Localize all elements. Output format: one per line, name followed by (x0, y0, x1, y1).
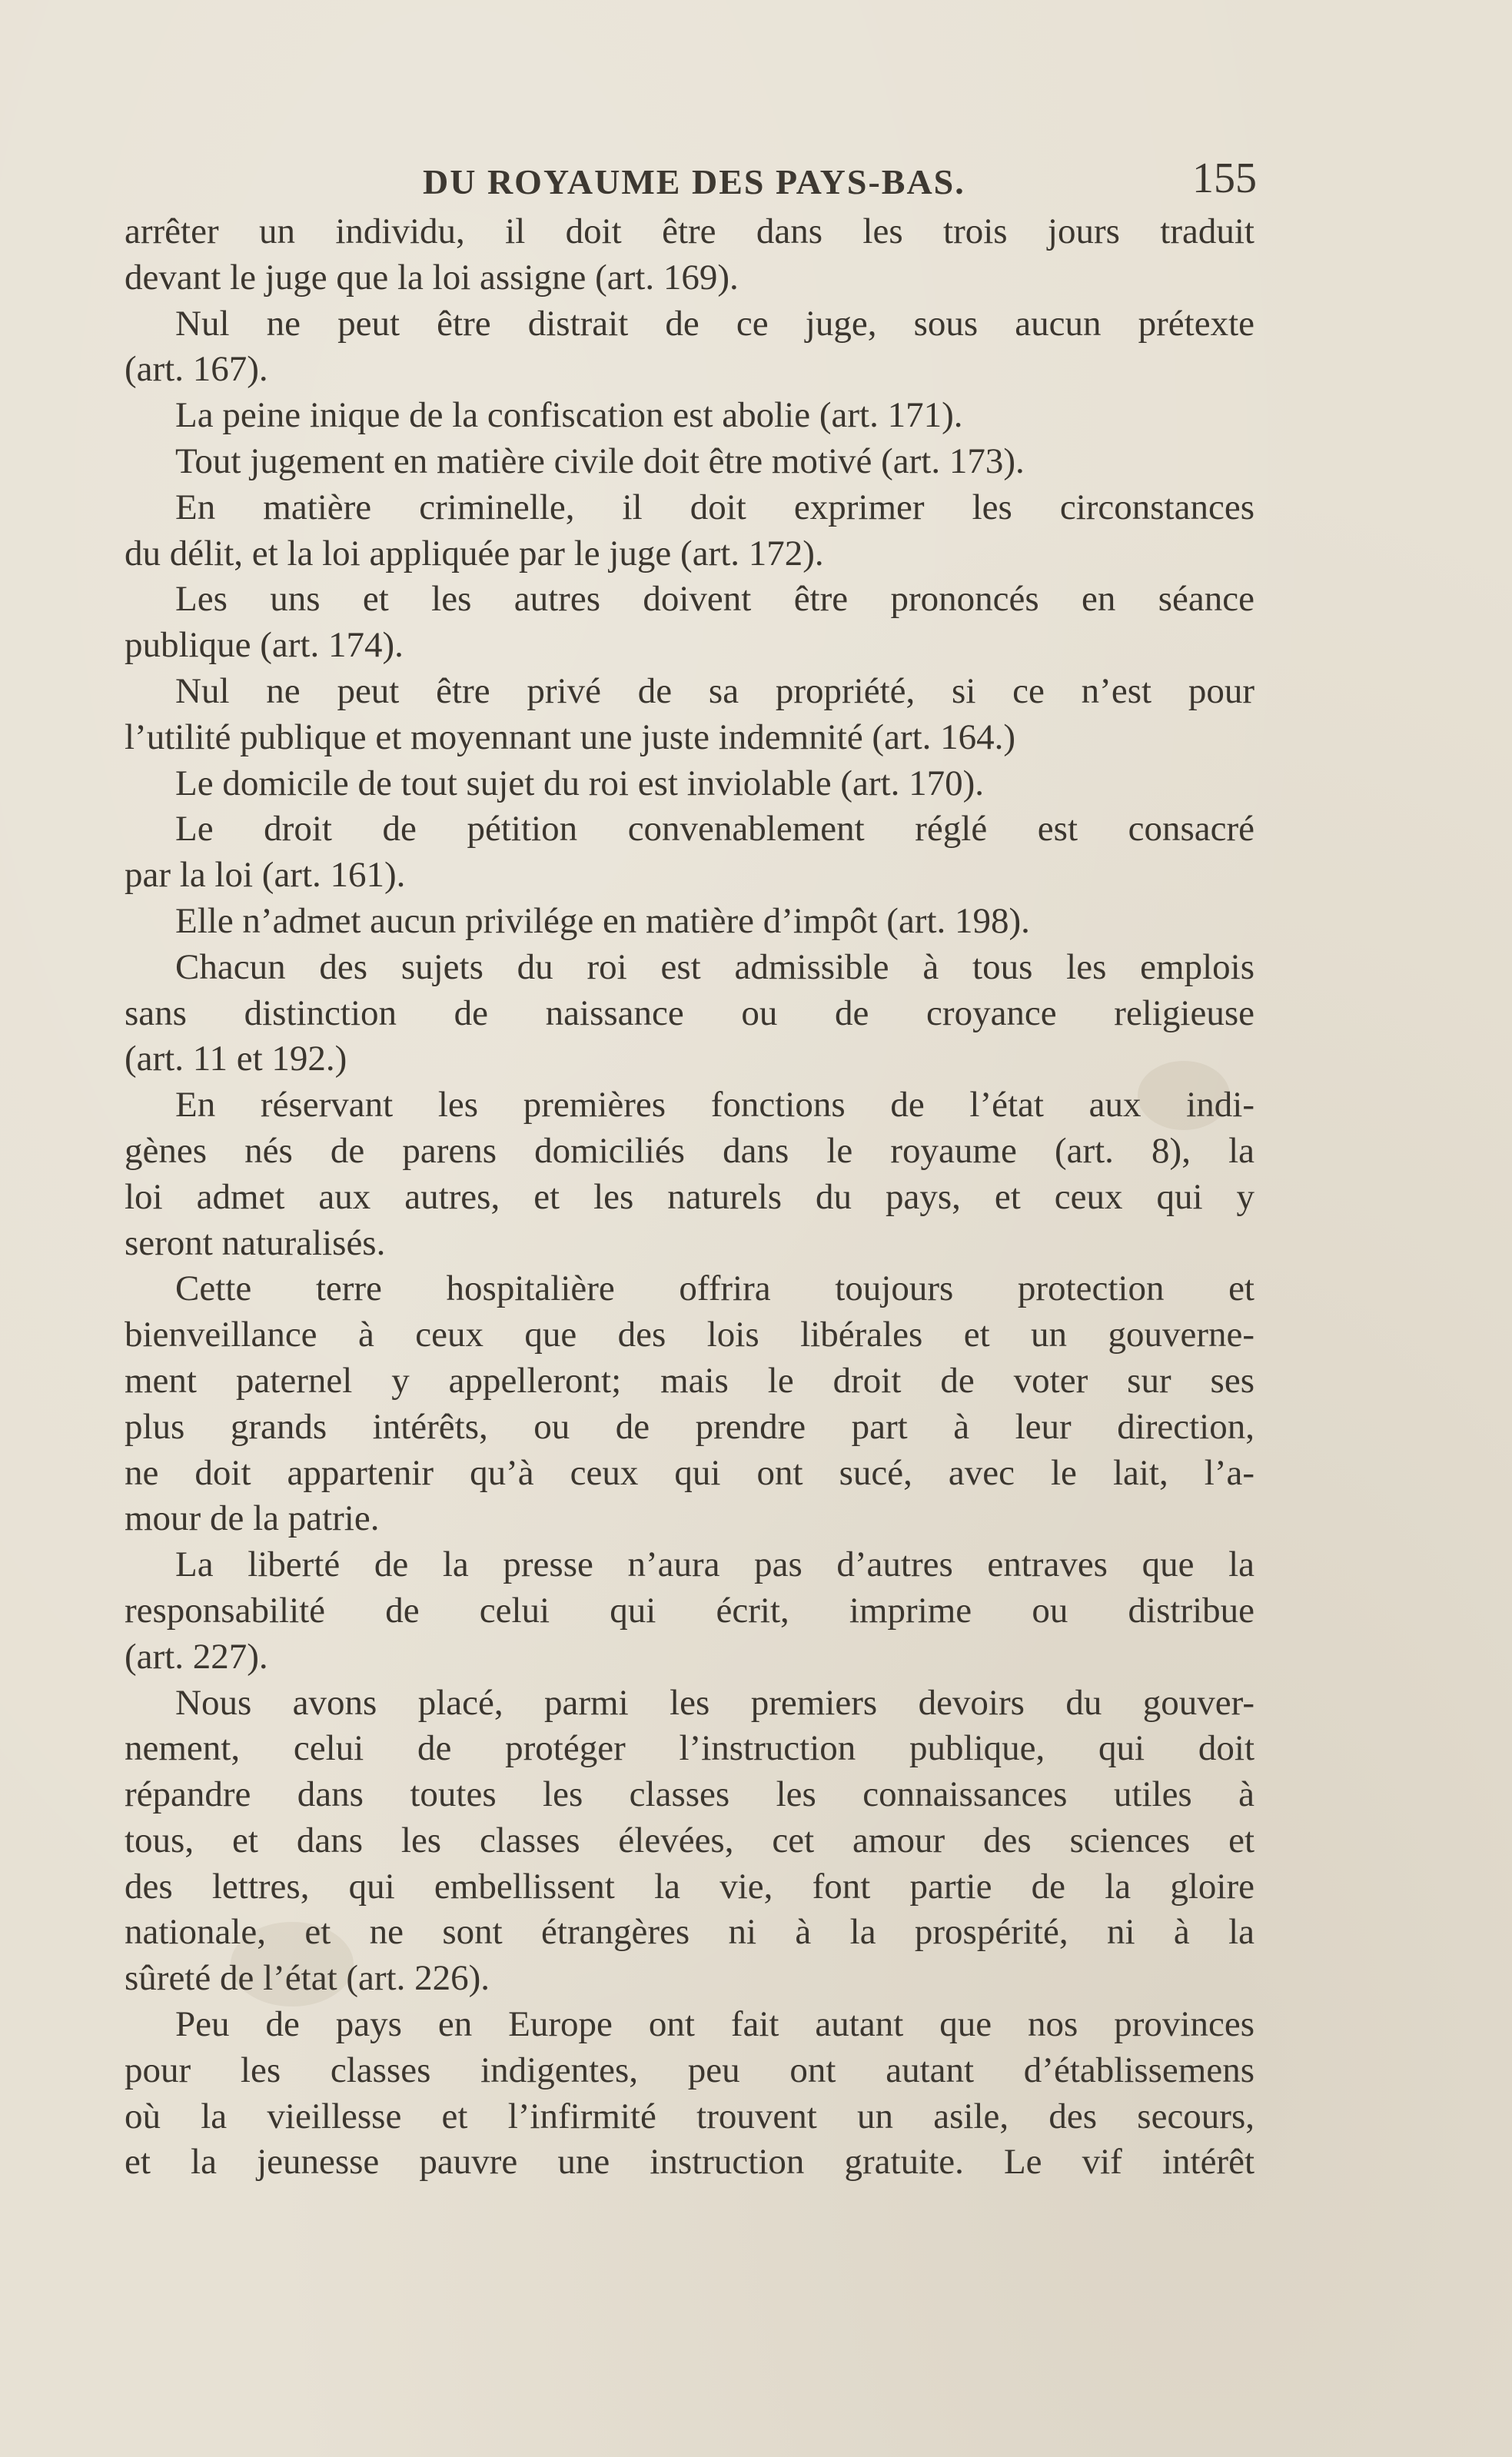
text-line: Le domicile de tout sujet du roi est inviolable (art. 170). (175, 763, 985, 803)
text-line: gènes nés de parens domiciliés dans le royaume (art. 8), la (125, 1130, 1254, 1171)
text-line: seront naturalisés. (125, 1222, 386, 1263)
text-line: sans distinction de naissance ou de croyance religieuse (125, 992, 1254, 1033)
text-line: (art. 11 et 192.) (125, 1039, 347, 1079)
text-line: Peu de pays en Europe ont fait autant que nos provinces (175, 2004, 1254, 2045)
text-line: nationale, et ne sont étrangères ni à la prospérité, ni à la (125, 1912, 1254, 1953)
text-line: arrêter un individu, il doit être dans les trois jours traduit (125, 211, 1254, 251)
page-number: 155 (1192, 155, 1257, 202)
text-line: Tout jugement en matière civile doit être motivé (art. 173). (175, 441, 1025, 481)
text-line: répandre dans toutes les classes les connaissances utiles à (125, 1774, 1254, 1815)
text-line: Nous avons placé, parmi les premiers devoirs du gouver- (175, 1682, 1254, 1723)
text-line: des lettres, qui embellissent la vie, font partie de la gloire (125, 1866, 1254, 1907)
text-line: sûreté de l’état (art. 226). (125, 1958, 490, 1999)
text-line: (art. 227). (125, 1636, 268, 1677)
text-line: La peine inique de la confiscation est abolie (art. 171). (175, 395, 963, 436)
text-line: responsabilité de celui qui écrit, imprime ou distribue (125, 1590, 1254, 1631)
text-line: l’utilité publique et moyennant une juste indemnité (art. 164.) (125, 716, 1016, 757)
text-line: nement, celui de protéger l’instruction publique, qui doit (125, 1728, 1254, 1769)
text-line: loi admet aux autres, et les naturels du pays, et ceux qui y (125, 1176, 1254, 1217)
text-line: devant le juge que la loi assigne (art. 169). (125, 257, 739, 298)
text-line: Chacun des sujets du roi est admissible à tous les emplois (175, 946, 1254, 987)
text-line: ne doit appartenir qu’à ceux qui ont sucé, avec le lait, l’a- (125, 1452, 1254, 1493)
text-line: Nul ne peut être distrait de ce juge, sous aucun prétexte (175, 303, 1254, 344)
text-line: ment paternel y appelleront; mais le droit de voter sur ses (125, 1360, 1254, 1401)
text-line: mour de la patrie. (125, 1498, 380, 1539)
running-title: DU ROYAUME DES PAYS-BAS. (423, 162, 965, 201)
text-line: où la vieillesse et l’infirmité trouvent un asile, des secours, (125, 2096, 1254, 2136)
text-line: En matière criminelle, il doit exprimer les circonstances (175, 487, 1254, 527)
text-line: La liberté de la presse n’aura pas d’autres entraves que la (175, 1544, 1254, 1585)
text-line: du délit, et la loi appliquée par le juge (art. 172). (125, 533, 824, 574)
page-header (123, 154, 1264, 208)
text-line: Cette terre hospitalière offrira toujours protection et (175, 1268, 1254, 1309)
text-line: plus grands intérêts, ou de prendre part à leur direction, (125, 1406, 1254, 1447)
text-line: pour les classes indigentes, peu ont autant d’établissemens (125, 2050, 1254, 2090)
text-line: publique (art. 174). (125, 625, 404, 666)
text-line: Elle n’admet aucun privilége en matière d’impôt (art. 198). (175, 900, 1030, 941)
text-line: tous, et dans les classes élevées, cet amour des sciences et (125, 1820, 1254, 1860)
text-line: Les uns et les autres doivent être prononcés en séance (175, 579, 1254, 620)
text-line: En réservant les premières fonctions de l’état aux indi- (175, 1085, 1254, 1125)
text-line: (art. 167). (125, 349, 268, 390)
text-line: bienveillance à ceux que des lois libérales et un gouverne- (125, 1315, 1254, 1355)
text-line: Nul ne peut être privé de sa propriété, si ce n’est pour (175, 670, 1254, 711)
text-line: Le droit de pétition convenablement réglé est consacré (175, 809, 1254, 849)
text-line: par la loi (art. 161). (125, 855, 406, 896)
body-text (125, 209, 1254, 2186)
text-line: et la jeunesse pauvre une instruction gratuite. Le vif intérêt (125, 2142, 1254, 2183)
